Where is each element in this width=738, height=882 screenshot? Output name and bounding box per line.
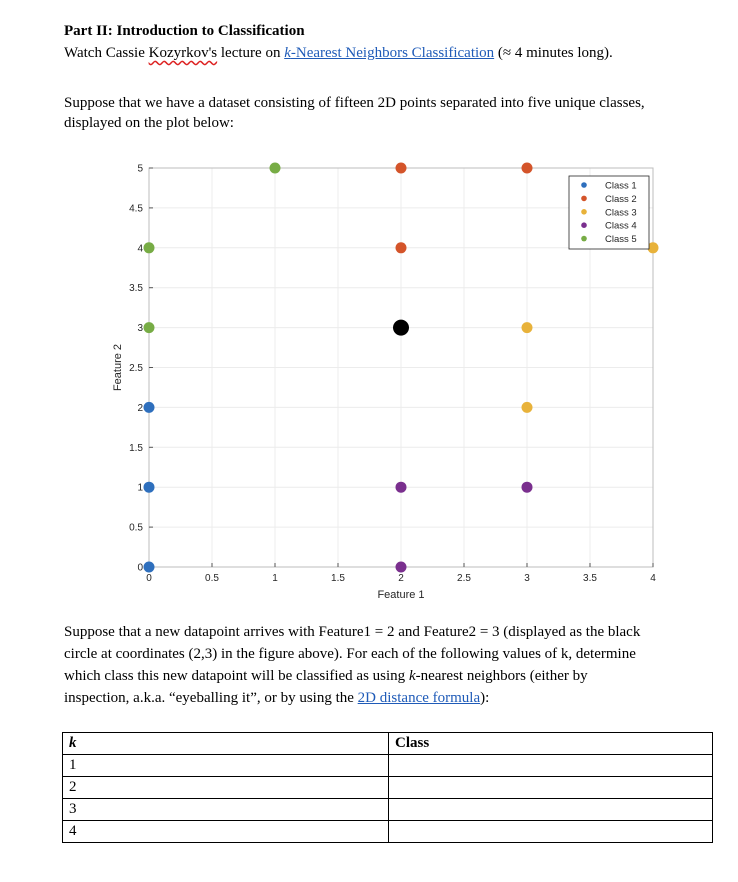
y-tick-label: 3: [137, 323, 143, 335]
data-point: [144, 562, 155, 573]
question-line-4-a: inspection, a.k.a. “eyeballing it”, or by using the: [64, 690, 358, 706]
scatter-plot: [0, 150, 738, 610]
new-datapoint: [393, 320, 409, 336]
question-line-3-b: -nearest neighbors (either by: [415, 668, 588, 684]
y-tick-label: 4.5: [129, 203, 143, 215]
x-tick-label: 0.5: [205, 573, 219, 584]
question-line-1: Suppose that a new datapoint arrives with Feature1 = 2 and Feature2 = 3 (displayed as the black: [64, 624, 641, 640]
watch-suffix: (≈ 4 minutes long).: [494, 45, 613, 61]
y-tick-label: 4: [137, 243, 143, 255]
data-point: [396, 163, 407, 174]
data-point: [396, 242, 407, 253]
k-value-cell: 4: [63, 821, 389, 843]
data-point: [522, 322, 533, 333]
table-header-row: [63, 733, 713, 755]
x-tick-label: 3.5: [583, 573, 597, 584]
k-value-cell: 2: [63, 777, 389, 799]
y-tick-label: 1: [137, 482, 143, 494]
class-answer-cell[interactable]: [389, 777, 713, 799]
question-line-4-b: ):: [480, 690, 490, 706]
section-heading: Part II: Introduction to Classification: [64, 23, 305, 39]
watch-prefix: Watch Cassie: [64, 45, 149, 61]
knn-lecture-link[interactable]: [284, 45, 494, 61]
x-tick-label: 3: [524, 573, 530, 584]
watch-mid: lecture on: [217, 45, 285, 61]
legend-marker: [581, 182, 587, 188]
x-tick-label: 0: [146, 573, 152, 584]
y-tick-label: 2.5: [129, 363, 143, 374]
data-point: [396, 482, 407, 493]
x-tick-label: 1.5: [331, 573, 345, 584]
data-point: [522, 402, 533, 413]
question-line-3: [64, 666, 588, 687]
watch-lecture-line: [64, 43, 613, 64]
class-answer-cell[interactable]: [389, 821, 713, 843]
legend-marker: [581, 236, 587, 242]
data-point: [144, 322, 155, 333]
legend-entry: Class 5: [605, 234, 637, 246]
header-class: Class: [389, 733, 713, 755]
table-row: [63, 755, 713, 777]
x-tick-label: 4: [650, 573, 656, 584]
question-line-3-a: which class this new datapoint will be classified as using: [64, 668, 409, 684]
x-tick-label: 1: [272, 573, 278, 584]
lecturer-name: Kozyrkov's: [148, 45, 218, 61]
table-row: [63, 799, 713, 821]
y-tick-label: 0: [137, 562, 143, 574]
data-point: [144, 482, 155, 493]
header-k: [63, 733, 389, 755]
data-point: [522, 163, 533, 174]
y-axis-label: Feature 2: [112, 343, 124, 392]
x-tick-label: 2: [398, 573, 404, 584]
legend-marker: [581, 196, 587, 202]
y-tick-label: 3.5: [129, 283, 143, 295]
question-line-2: circle at coordinates (2,3) in the figure above). For each of the following values of k, determine: [64, 646, 636, 662]
data-point: [396, 562, 407, 573]
y-tick-label: 2: [137, 402, 143, 414]
header-k-text: k: [69, 735, 77, 751]
link-text: -Nearest Neighbors Classification: [290, 45, 495, 61]
y-tick-label: 5: [137, 163, 143, 175]
class-answer-cell[interactable]: [389, 755, 713, 777]
table-row: [63, 821, 713, 843]
distance-formula-link[interactable]: 2D distance formula: [357, 690, 481, 706]
x-axis-label: Feature 1: [377, 589, 425, 601]
k-value-cell: 3: [63, 799, 389, 821]
question-k-italic: k: [408, 668, 416, 684]
y-tick-label: 0.5: [129, 522, 143, 534]
data-point: [270, 163, 281, 174]
answer-table: [62, 732, 713, 843]
question-line-4: [64, 688, 489, 709]
y-tick-label: 1.5: [129, 442, 143, 454]
dataset-description-line-1: Suppose that we have a dataset consisting of fifteen 2D points separated into five unique classes,: [64, 95, 645, 111]
legend-entry: Class 3: [605, 207, 637, 219]
legend-entry: Class 1: [605, 180, 637, 192]
table-row: [63, 777, 713, 799]
data-point: [144, 402, 155, 413]
link-k-italic: k: [284, 45, 291, 61]
class-answer-cell[interactable]: [389, 799, 713, 821]
dataset-description-line-2: displayed on the plot below:: [64, 115, 234, 131]
x-tick-label: 2.5: [457, 573, 471, 584]
legend-marker: [581, 209, 587, 215]
data-point: [144, 242, 155, 253]
data-point: [522, 482, 533, 493]
legend-entry: Class 4: [605, 220, 637, 232]
k-value-cell: 1: [63, 755, 389, 777]
legend-entry: Class 2: [605, 193, 637, 205]
legend-marker: [581, 222, 587, 228]
